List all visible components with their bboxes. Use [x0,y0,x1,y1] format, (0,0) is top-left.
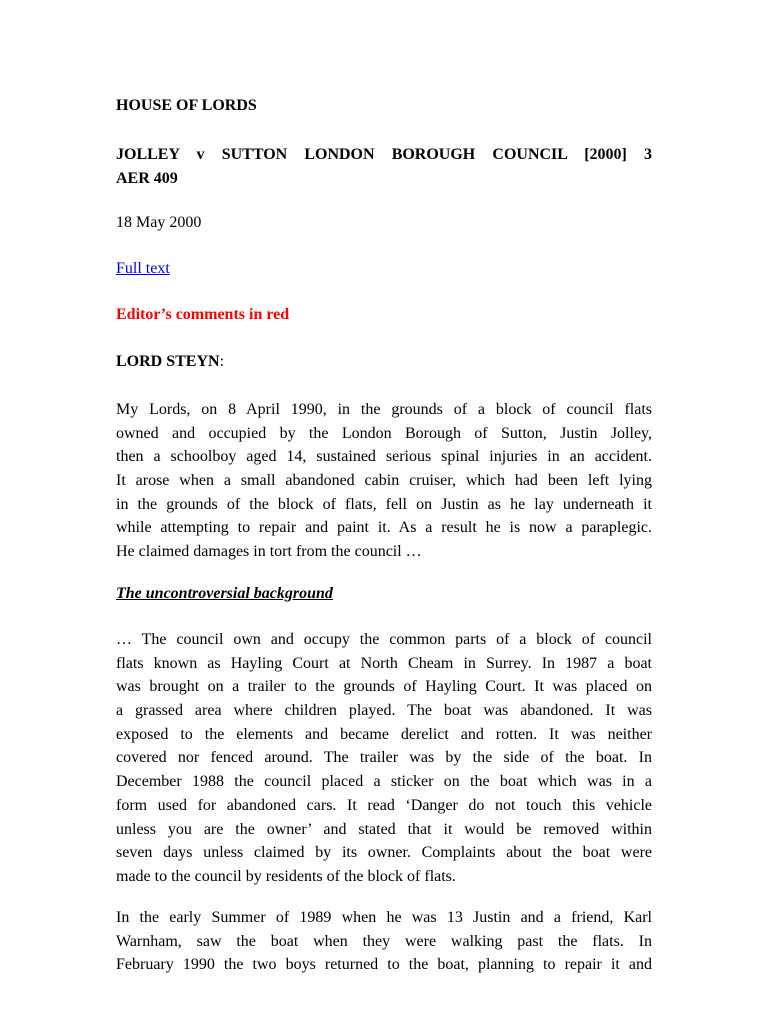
full-text-link[interactable]: Full text [116,260,170,277]
paragraph-background [116,628,652,889]
paragraph-line: covered nor fenced around. The trailer was by the side of the boat. In [116,749,652,767]
section-subheading: The uncontroversial background [116,585,333,602]
paragraph-summer-1989 [116,906,652,977]
paragraph-line: in the grounds of the block of flats, fell on Justin as he lay underneath it [116,495,652,513]
judge-heading [116,350,224,374]
case-citation [116,143,652,191]
court-heading: HOUSE OF LORDS [116,97,257,114]
paragraph-line: a grassed area where children played. The boat was abandoned. It was [116,702,652,720]
paragraph-line: It arose when a small abandoned cabin cruiser, which had been left lying [116,472,652,490]
paragraph-line: In the early Summer of 1989 when he was 13 Justin and a friend, Karl [116,909,652,926]
editor-comments-note: Editor’s comments in red [116,306,290,323]
paragraph-line: was brought on a trailer to the grounds of Hayling Court. It was placed on [116,678,652,696]
decision-date: 18 May 2000 [116,214,202,231]
paragraph-line: owned and occupied by the London Borough of Sutton, Justin Jolley, [116,424,652,442]
paragraph-line: made to the council by residents of the block of flats. [116,867,456,885]
judge-name: LORD STEYN [116,353,220,370]
paragraph-line: flats known as Hayling Court at North Cheam in Surrey. In 1987 a boat [116,654,652,672]
case-citation-line-2: AER 409 [116,169,178,187]
paragraph-line: He claimed damages in tort from the council … [116,543,422,561]
paragraph-line: seven days unless claimed by its owner. Complaints about the boat were [116,844,652,862]
paragraph-opening [116,398,652,564]
judge-colon: : [219,353,225,370]
paragraph-line: Warnham, saw the boat when they were walking past the flats. In [116,932,652,950]
paragraph-line: My Lords, on 8 April 1990, in the grounds of a block of council flats [116,401,652,418]
paragraph-line: exposed to the elements and became derelict and rotten. It was neither [116,725,652,743]
full-text-link-wrap [116,257,170,281]
paragraph-line: while attempting to repair and paint it. As a result he is now a paraplegic. [116,519,652,537]
paragraph-line: then a schoolboy aged 14, sustained serious spinal injuries in an accident. [116,448,652,466]
case-citation-line-1: JOLLEY v SUTTON LONDON BOROUGH COUNCIL [2000] 3 [116,146,652,163]
paragraph-line: unless you are the owner’ and stated that it would be removed within [116,820,652,838]
paragraph-line: form used for abandoned cars. It read ‘Danger do not touch this vehicle [116,796,652,814]
paragraph-line: … The council own and occupy the common parts of a block of council [116,631,652,648]
paragraph-line: February 1990 the two boys returned to the boat, planning to repair it and [116,956,652,974]
paragraph-line: December 1988 the council placed a sticker on the boat which was in a [116,773,652,791]
